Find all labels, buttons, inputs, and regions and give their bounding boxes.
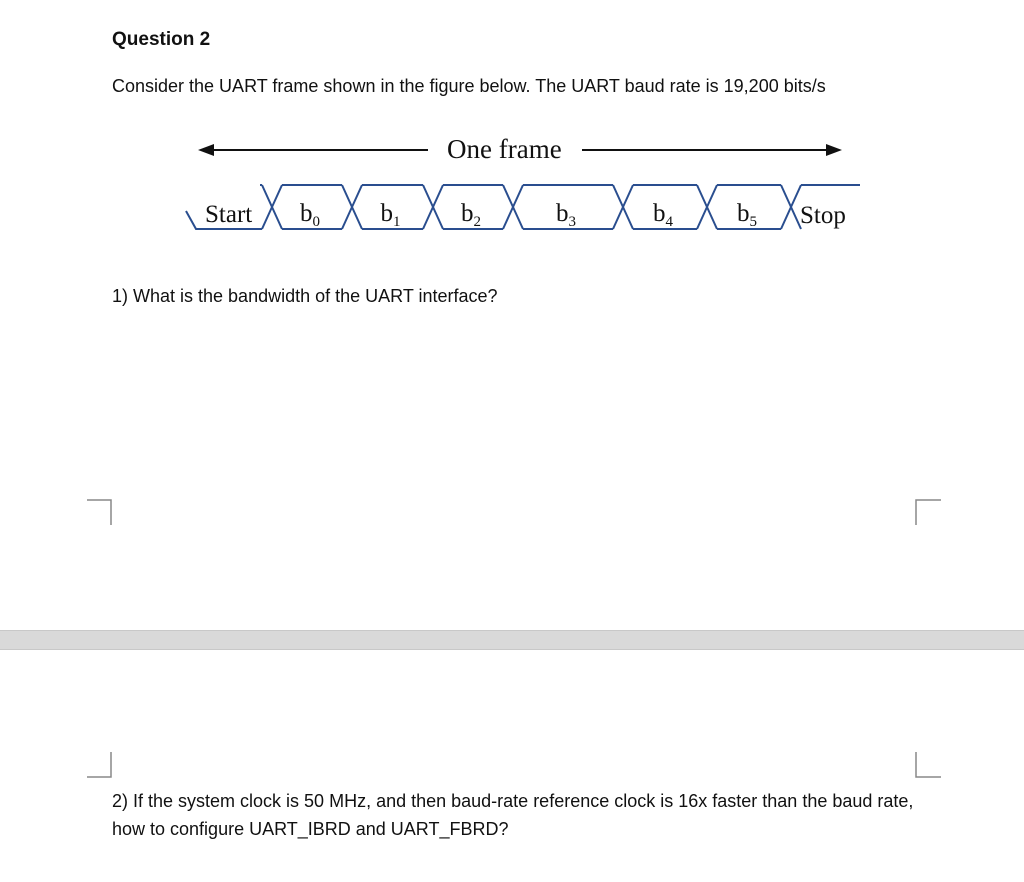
uart-frame-figure [180,125,880,245]
frame-arrow-right-head [826,144,842,156]
bit-label-4: $b_4$ [653,200,673,230]
stop-bit-label: Stop [800,202,846,229]
bit-transition-6 [781,185,801,229]
bit-labels [300,200,757,230]
bit-label-1: $b_1$ [380,200,401,230]
sub-question-2: 2) If the system clock is 50 MHz, and then baud-rate reference clock is 16x faster than the baud rate, how to configure UART_IBRD and UART_FBRD? [112,791,914,839]
margin-corner-mark-right [915,499,941,525]
frame-label: One frame [447,134,562,164]
bit-transition-1 [342,185,362,229]
document-page-2 [0,650,1024,882]
bit-transition-0 [262,185,282,229]
bit-label-2: $b_2$ [461,200,481,230]
sub-question-1: 1) What is the bandwidth of the UART interface? [112,286,498,306]
bit-transition-3 [503,185,523,229]
question-title: Question 2 [112,29,211,50]
uart-waveform [186,185,860,229]
question-intro: Consider the UART frame shown in the figure below. The UART baud rate is 19,200 bits/s [112,76,826,96]
bit-label-3: $b_3$ [556,200,576,230]
margin-corner-mark-right-bottom [915,752,941,778]
bit-label-0: $b_0$ [300,200,320,230]
margin-corner-mark-left [87,499,113,525]
start-bit-label: Start [205,201,253,228]
bit-label-5: $b_5$ [737,200,757,230]
margin-corner-mark-left-bottom [87,752,113,778]
frame-arrow-left-head [198,144,214,156]
bit-transition-4 [613,185,633,229]
bit-transition-2 [423,185,443,229]
bit-transition-5 [697,185,717,229]
page-separator [0,630,1024,650]
